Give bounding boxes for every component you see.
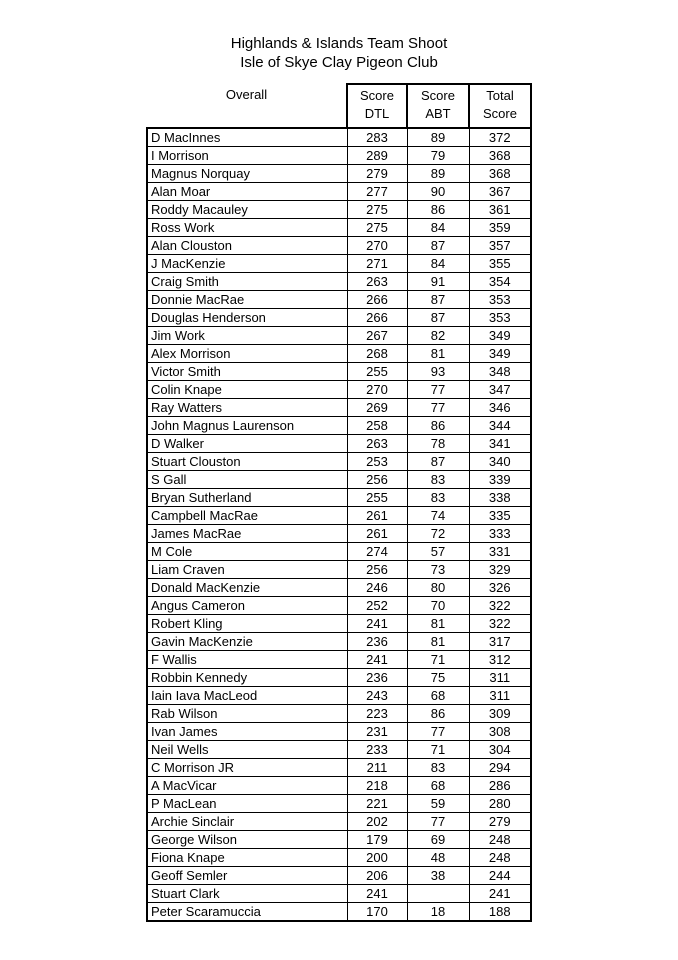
table-row xyxy=(147,525,531,543)
score-dtl-cell: 266 xyxy=(347,291,407,309)
header-score-abt xyxy=(407,84,469,128)
total-score-cell: 354 xyxy=(469,273,531,291)
score-abt-cell: 89 xyxy=(407,128,469,147)
table-row xyxy=(147,489,531,507)
table-row xyxy=(147,291,531,309)
score-dtl-cell: 269 xyxy=(347,399,407,417)
score-abt-cell: 59 xyxy=(407,795,469,813)
header-total-line1: Total xyxy=(486,88,514,103)
shooter-name-cell: J MacKenzie xyxy=(147,255,347,273)
score-abt-cell: 89 xyxy=(407,165,469,183)
score-dtl-cell: 233 xyxy=(347,741,407,759)
score-dtl-cell: 206 xyxy=(347,867,407,885)
table-row xyxy=(147,543,531,561)
score-abt-cell: 84 xyxy=(407,255,469,273)
table-row xyxy=(147,705,531,723)
header-overall: Overall xyxy=(225,87,268,102)
score-abt-cell: 72 xyxy=(407,525,469,543)
score-abt-cell: 90 xyxy=(407,183,469,201)
score-abt-cell: 81 xyxy=(407,633,469,651)
document-subtitle: Isle of Skye Clay Pigeon Club xyxy=(240,54,438,71)
shooter-name-cell: John Magnus Laurenson xyxy=(147,417,347,435)
shooter-name-cell: Jim Work xyxy=(147,327,347,345)
shooter-name-cell: Colin Knape xyxy=(147,381,347,399)
table-row xyxy=(147,417,531,435)
table-row xyxy=(147,597,531,615)
total-score-cell: 357 xyxy=(469,237,531,255)
score-dtl-cell: 218 xyxy=(347,777,407,795)
score-abt-cell: 86 xyxy=(407,201,469,219)
score-dtl-cell: 256 xyxy=(347,471,407,489)
table-row xyxy=(147,903,531,922)
total-score-cell: 339 xyxy=(469,471,531,489)
score-abt-cell: 78 xyxy=(407,435,469,453)
score-dtl-cell: 275 xyxy=(347,201,407,219)
table-row xyxy=(147,381,531,399)
total-score-cell: 372 xyxy=(469,128,531,147)
score-abt-cell: 18 xyxy=(407,903,469,922)
shooter-name-cell: Donald MacKenzie xyxy=(147,579,347,597)
table-row xyxy=(147,453,531,471)
total-score-cell: 311 xyxy=(469,687,531,705)
shooter-name-cell: Campbell MacRae xyxy=(147,507,347,525)
score-dtl-cell: 179 xyxy=(347,831,407,849)
score-dtl-cell: 268 xyxy=(347,345,407,363)
score-dtl-cell: 263 xyxy=(347,273,407,291)
total-score-cell: 244 xyxy=(469,867,531,885)
score-dtl-cell: 252 xyxy=(347,597,407,615)
score-abt-cell: 87 xyxy=(407,309,469,327)
score-dtl-cell: 241 xyxy=(347,651,407,669)
score-abt-cell: 87 xyxy=(407,453,469,471)
total-score-cell: 248 xyxy=(469,831,531,849)
table-row xyxy=(147,831,531,849)
shooter-name-cell: Stuart Clouston xyxy=(147,453,347,471)
table-row xyxy=(147,741,531,759)
table-row xyxy=(147,147,531,165)
table-row xyxy=(147,201,531,219)
table-row xyxy=(147,651,531,669)
score-dtl-cell: 246 xyxy=(347,579,407,597)
score-dtl-cell: 231 xyxy=(347,723,407,741)
table-row xyxy=(147,219,531,237)
table-row xyxy=(147,363,531,381)
score-abt-cell: 74 xyxy=(407,507,469,525)
total-score-cell: 348 xyxy=(469,363,531,381)
total-score-cell: 368 xyxy=(469,165,531,183)
total-score-cell: 326 xyxy=(469,579,531,597)
shooter-name-cell: S Gall xyxy=(147,471,347,489)
table-row xyxy=(147,849,531,867)
shooter-name-cell: Stuart Clark xyxy=(147,885,347,903)
score-dtl-cell: 255 xyxy=(347,363,407,381)
score-abt-cell: 73 xyxy=(407,561,469,579)
shooter-name-cell: Ivan James xyxy=(147,723,347,741)
header-score-abt-line2: ABT xyxy=(425,106,451,121)
score-dtl-cell: 261 xyxy=(347,525,407,543)
total-score-cell: 344 xyxy=(469,417,531,435)
table-row xyxy=(147,128,531,147)
table-row xyxy=(147,813,531,831)
document-title: Highlands & Islands Team Shoot xyxy=(230,35,448,52)
table-row xyxy=(147,669,531,687)
shooter-name-cell: Roddy Macauley xyxy=(147,201,347,219)
score-abt-cell: 86 xyxy=(407,417,469,435)
shooter-name-cell: Iain Iava MacLeod xyxy=(147,687,347,705)
score-dtl-cell: 211 xyxy=(347,759,407,777)
table-row xyxy=(147,435,531,453)
score-dtl-cell: 236 xyxy=(347,633,407,651)
total-score-cell: 335 xyxy=(469,507,531,525)
score-dtl-cell: 221 xyxy=(347,795,407,813)
table-row xyxy=(147,777,531,795)
score-abt-cell: 91 xyxy=(407,273,469,291)
shooter-name-cell: D MacInnes xyxy=(147,128,347,147)
score-abt-cell: 84 xyxy=(407,219,469,237)
total-score-cell: 349 xyxy=(469,345,531,363)
total-score-cell: 361 xyxy=(469,201,531,219)
score-abt-cell: 83 xyxy=(407,489,469,507)
total-score-cell: 341 xyxy=(469,435,531,453)
total-score-cell: 331 xyxy=(469,543,531,561)
total-score-cell: 312 xyxy=(469,651,531,669)
table-row xyxy=(147,633,531,651)
shooter-name-cell: Angus Cameron xyxy=(147,597,347,615)
table-row xyxy=(147,579,531,597)
table-row xyxy=(147,795,531,813)
score-dtl-cell: 277 xyxy=(347,183,407,201)
header-total-line2: Score xyxy=(483,106,517,121)
results-table xyxy=(146,83,532,922)
score-abt-cell xyxy=(407,885,469,903)
table-row xyxy=(147,615,531,633)
shooter-name-cell: Craig Smith xyxy=(147,273,347,291)
score-dtl-cell: 243 xyxy=(347,687,407,705)
shooter-name-cell: Alan Clouston xyxy=(147,237,347,255)
score-dtl-cell: 266 xyxy=(347,309,407,327)
header-score-abt-line1: Score xyxy=(421,88,455,103)
score-abt-cell: 81 xyxy=(407,345,469,363)
total-score-cell: 346 xyxy=(469,399,531,417)
table-row xyxy=(147,687,531,705)
total-score-cell: 309 xyxy=(469,705,531,723)
shooter-name-cell: Archie Sinclair xyxy=(147,813,347,831)
total-score-cell: 317 xyxy=(469,633,531,651)
total-score-cell: 368 xyxy=(469,147,531,165)
total-score-cell: 322 xyxy=(469,615,531,633)
shooter-name-cell: Gavin MacKenzie xyxy=(147,633,347,651)
header-score-dtl-line2: DTL xyxy=(364,106,390,121)
table-row xyxy=(147,273,531,291)
score-dtl-cell: 289 xyxy=(347,147,407,165)
table-row xyxy=(147,255,531,273)
shooter-name-cell: Robert Kling xyxy=(147,615,347,633)
shooter-name-cell: P MacLean xyxy=(147,795,347,813)
header-score-dtl-line1: Score xyxy=(360,88,394,103)
score-abt-cell: 86 xyxy=(407,705,469,723)
score-dtl-cell: 258 xyxy=(347,417,407,435)
shooter-name-cell: D Walker xyxy=(147,435,347,453)
total-score-cell: 340 xyxy=(469,453,531,471)
table-row xyxy=(147,309,531,327)
total-score-cell: 333 xyxy=(469,525,531,543)
total-score-cell: 353 xyxy=(469,291,531,309)
shooter-name-cell: George Wilson xyxy=(147,831,347,849)
total-score-cell: 329 xyxy=(469,561,531,579)
score-dtl-cell: 202 xyxy=(347,813,407,831)
total-score-cell: 311 xyxy=(469,669,531,687)
table-row xyxy=(147,327,531,345)
score-dtl-cell: 274 xyxy=(347,543,407,561)
shooter-name-cell: James MacRae xyxy=(147,525,347,543)
score-dtl-cell: 223 xyxy=(347,705,407,723)
total-score-cell: 347 xyxy=(469,381,531,399)
score-dtl-cell: 275 xyxy=(347,219,407,237)
shooter-name-cell: Ross Work xyxy=(147,219,347,237)
table-row xyxy=(147,237,531,255)
shooter-name-cell: Alan Moar xyxy=(147,183,347,201)
shooter-name-cell: Victor Smith xyxy=(147,363,347,381)
total-score-cell: 367 xyxy=(469,183,531,201)
score-abt-cell: 87 xyxy=(407,237,469,255)
score-abt-cell: 77 xyxy=(407,381,469,399)
score-abt-cell: 57 xyxy=(407,543,469,561)
score-abt-cell: 83 xyxy=(407,759,469,777)
total-score-cell: 308 xyxy=(469,723,531,741)
total-score-cell: 359 xyxy=(469,219,531,237)
score-dtl-cell: 279 xyxy=(347,165,407,183)
score-abt-cell: 75 xyxy=(407,669,469,687)
table-row xyxy=(147,165,531,183)
table-row xyxy=(147,759,531,777)
table-row xyxy=(147,561,531,579)
shooter-name-cell: Liam Craven xyxy=(147,561,347,579)
table-row xyxy=(147,183,531,201)
shooter-name-cell: Fiona Knape xyxy=(147,849,347,867)
shooter-name-cell: Peter Scaramuccia xyxy=(147,903,347,922)
total-score-cell: 304 xyxy=(469,741,531,759)
shooter-name-cell: A MacVicar xyxy=(147,777,347,795)
score-dtl-cell: 283 xyxy=(347,128,407,147)
score-abt-cell: 68 xyxy=(407,777,469,795)
score-dtl-cell: 236 xyxy=(347,669,407,687)
shooter-name-cell: M Cole xyxy=(147,543,347,561)
total-score-cell: 241 xyxy=(469,885,531,903)
total-score-cell: 286 xyxy=(469,777,531,795)
table-row xyxy=(147,471,531,489)
score-abt-cell: 83 xyxy=(407,471,469,489)
shooter-name-cell: C Morrison JR xyxy=(147,759,347,777)
score-dtl-cell: 263 xyxy=(347,435,407,453)
header-row xyxy=(147,84,531,128)
score-abt-cell: 77 xyxy=(407,723,469,741)
total-score-cell: 248 xyxy=(469,849,531,867)
score-abt-cell: 93 xyxy=(407,363,469,381)
score-dtl-cell: 256 xyxy=(347,561,407,579)
total-score-cell: 349 xyxy=(469,327,531,345)
score-dtl-cell: 261 xyxy=(347,507,407,525)
shooter-name-cell: Rab Wilson xyxy=(147,705,347,723)
score-dtl-cell: 270 xyxy=(347,381,407,399)
table-row xyxy=(147,345,531,363)
header-total-score xyxy=(469,84,531,128)
shooter-name-cell: Douglas Henderson xyxy=(147,309,347,327)
score-abt-cell: 82 xyxy=(407,327,469,345)
score-abt-cell: 69 xyxy=(407,831,469,849)
total-score-cell: 322 xyxy=(469,597,531,615)
score-dtl-cell: 241 xyxy=(347,885,407,903)
shooter-name-cell: Bryan Sutherland xyxy=(147,489,347,507)
total-score-cell: 294 xyxy=(469,759,531,777)
score-dtl-cell: 267 xyxy=(347,327,407,345)
total-score-cell: 279 xyxy=(469,813,531,831)
score-dtl-cell: 255 xyxy=(347,489,407,507)
score-dtl-cell: 241 xyxy=(347,615,407,633)
shooter-name-cell: Magnus Norquay xyxy=(147,165,347,183)
total-score-cell: 353 xyxy=(469,309,531,327)
shooter-name-cell: Donnie MacRae xyxy=(147,291,347,309)
table-row xyxy=(147,507,531,525)
table-row xyxy=(147,867,531,885)
shooter-name-cell: Ray Watters xyxy=(147,399,347,417)
score-abt-cell: 38 xyxy=(407,867,469,885)
shooter-name-cell: Neil Wells xyxy=(147,741,347,759)
score-abt-cell: 71 xyxy=(407,651,469,669)
score-dtl-cell: 170 xyxy=(347,903,407,922)
total-score-cell: 188 xyxy=(469,903,531,922)
table-row xyxy=(147,885,531,903)
score-abt-cell: 80 xyxy=(407,579,469,597)
score-abt-cell: 68 xyxy=(407,687,469,705)
score-abt-cell: 48 xyxy=(407,849,469,867)
shooter-name-cell: Geoff Semler xyxy=(147,867,347,885)
score-abt-cell: 71 xyxy=(407,741,469,759)
shooter-name-cell: Robbin Kennedy xyxy=(147,669,347,687)
score-dtl-cell: 253 xyxy=(347,453,407,471)
score-dtl-cell: 200 xyxy=(347,849,407,867)
score-abt-cell: 79 xyxy=(407,147,469,165)
score-abt-cell: 77 xyxy=(407,813,469,831)
score-dtl-cell: 270 xyxy=(347,237,407,255)
score-abt-cell: 87 xyxy=(407,291,469,309)
score-abt-cell: 70 xyxy=(407,597,469,615)
table-row xyxy=(147,399,531,417)
total-score-cell: 338 xyxy=(469,489,531,507)
score-dtl-cell: 271 xyxy=(347,255,407,273)
shooter-name-cell: F Wallis xyxy=(147,651,347,669)
score-abt-cell: 77 xyxy=(407,399,469,417)
shooter-name-cell: I Morrison xyxy=(147,147,347,165)
total-score-cell: 280 xyxy=(469,795,531,813)
shooter-name-cell: Alex Morrison xyxy=(147,345,347,363)
total-score-cell: 355 xyxy=(469,255,531,273)
header-score-dtl xyxy=(347,84,407,128)
table-row xyxy=(147,723,531,741)
score-abt-cell: 81 xyxy=(407,615,469,633)
